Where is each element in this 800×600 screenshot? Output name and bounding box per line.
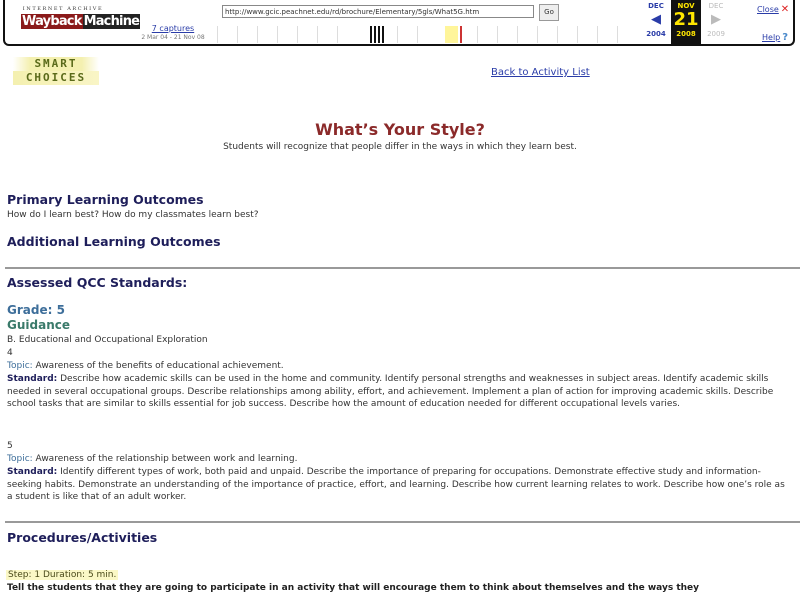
timeline-tick: [277, 26, 278, 43]
step-instructions: Tell the students that they are going to participate in an activity that will encourage them to think about themselves and the ways they: [7, 583, 700, 593]
next-capture: [701, 0, 731, 38]
timeline-tick: [297, 26, 298, 43]
standard-topic: [7, 453, 793, 466]
standard-label: Standard:: [7, 467, 58, 477]
date-navigator: [641, 0, 751, 44]
wayback-logo[interactable]: [21, 6, 140, 30]
timeline-tick: [597, 26, 598, 43]
topic-text: Awareness of the benefits of educational achievement.: [32, 361, 284, 371]
timeline-tick: [517, 26, 518, 43]
timeline-tick: [317, 26, 318, 43]
go-button[interactable]: Go: [539, 4, 559, 21]
page-subtitle: Students will recognize that people differ in the ways in which they learn best.: [223, 142, 577, 152]
timeline-tick: [257, 26, 258, 43]
help-link[interactable]: Help: [762, 33, 781, 42]
current-capture-marker: [460, 26, 462, 43]
subject-label: Guidance: [7, 318, 70, 332]
capture-range: 2 Mar 04 - 21 Nov 08: [141, 34, 205, 41]
topic-label: Topic:: [7, 454, 33, 464]
logo-row-2: CHOICES: [13, 71, 99, 85]
primary-outcomes-text: How do I learn best? How do my classmates learn best?: [7, 210, 259, 220]
timeline-tick: [497, 26, 498, 43]
divider: [5, 267, 800, 269]
url-input[interactable]: http://www.gcic.peachnet.edu/rd/brochure/Elementary/5gls/What5G.htm: [222, 5, 534, 18]
captures-info: [133, 24, 213, 41]
close-control[interactable]: [757, 4, 789, 15]
standard-text: Identify different types of work, both paid and unpaid. Describe the importance of preparing for occupations. Demonstrate effective study and information-seeking habits. Demonstrate an understanding of the importance of practice, effort, and learning. Describe how current learning relates to work. Describe how one’s role as a student is like that of an adult worker.: [7, 467, 785, 503]
qcc-standards-heading: Assessed QCC Standards:: [7, 275, 188, 290]
standard-label: Standard:: [7, 374, 58, 384]
timeline-tick: [617, 26, 618, 43]
grade-label: Grade: 5: [7, 303, 65, 317]
internet-archive-label: INTERNET ARCHIVE: [22, 6, 104, 12]
capture-timeline[interactable]: [217, 24, 637, 44]
standard-topic: [7, 360, 793, 373]
strand-label: B. Educational and Occupational Exploration: [7, 335, 208, 345]
capture-bar: [374, 26, 376, 43]
topic-label: Topic:: [7, 361, 33, 371]
logo-machine: Machine: [83, 14, 140, 29]
back-to-activity-list-link[interactable]: Back to Activity List: [491, 67, 590, 78]
timeline-tick: [557, 26, 558, 43]
divider: [5, 521, 800, 523]
next-month: DEC: [708, 2, 724, 10]
current-year: 2008: [676, 30, 696, 38]
prev-capture[interactable]: [641, 0, 671, 38]
capture-bar: [378, 26, 380, 43]
primary-outcomes-heading: Primary Learning Outcomes: [7, 192, 204, 207]
timeline-tick: [417, 26, 418, 43]
standard-number: 4: [7, 348, 13, 358]
timeline-tick: [477, 26, 478, 43]
timeline-tick: [577, 26, 578, 43]
capture-bar: [382, 26, 384, 43]
next-year: 2009: [707, 30, 725, 38]
prev-arrow-icon[interactable]: ◀: [651, 12, 661, 27]
topic-text: Awareness of the relationship between work and learning.: [32, 454, 298, 464]
prev-month: DEC: [648, 2, 664, 10]
close-icon[interactable]: ✕: [780, 4, 790, 15]
help-icon[interactable]: ?: [782, 32, 789, 43]
additional-outcomes-heading: Additional Learning Outcomes: [7, 234, 221, 249]
current-capture: [671, 0, 701, 44]
timeline-highlight: [445, 26, 458, 43]
prev-year: 2004: [646, 30, 666, 38]
capture-bar: [370, 26, 372, 43]
timeline-tick: [537, 26, 538, 43]
timeline-tick: [237, 26, 238, 43]
close-link[interactable]: Close: [757, 5, 779, 14]
timeline-tick: [337, 26, 338, 43]
timeline-tick: [217, 26, 218, 43]
logo-wayback: Wayback: [22, 14, 82, 29]
standard-description: [7, 373, 793, 411]
page-title: What’s Your Style?: [315, 120, 485, 139]
help-control[interactable]: [762, 32, 788, 43]
standard-description: [7, 466, 793, 504]
smart-choices-logo: [13, 57, 99, 91]
next-arrow-icon: ▶: [711, 12, 721, 27]
standard-text: Describe how academic skills can be used in the home and community. Identify personal strengths and weaknesses in subject areas. Identify academic skills needed in several occupational groups. Describe relationships among ability, effort, and achievement. Implement a plan of action for improving academic skills. Describe school tasks that are similar to skills essential for job success. Describe how the amount of education needed for different occupational levels varies.: [7, 374, 774, 410]
step-label: Step: 1 Duration: 5 min.: [8, 570, 117, 580]
current-day: 21: [673, 9, 699, 30]
standard-number: 5: [7, 441, 13, 451]
captures-link[interactable]: 7 captures: [151, 24, 195, 33]
logo-row-1: SMART: [13, 57, 99, 71]
current-month: NOV: [677, 2, 695, 10]
timeline-tick: [397, 26, 398, 43]
wayback-toolbar: [3, 0, 795, 46]
procedures-heading: Procedures/Activities: [7, 530, 158, 545]
